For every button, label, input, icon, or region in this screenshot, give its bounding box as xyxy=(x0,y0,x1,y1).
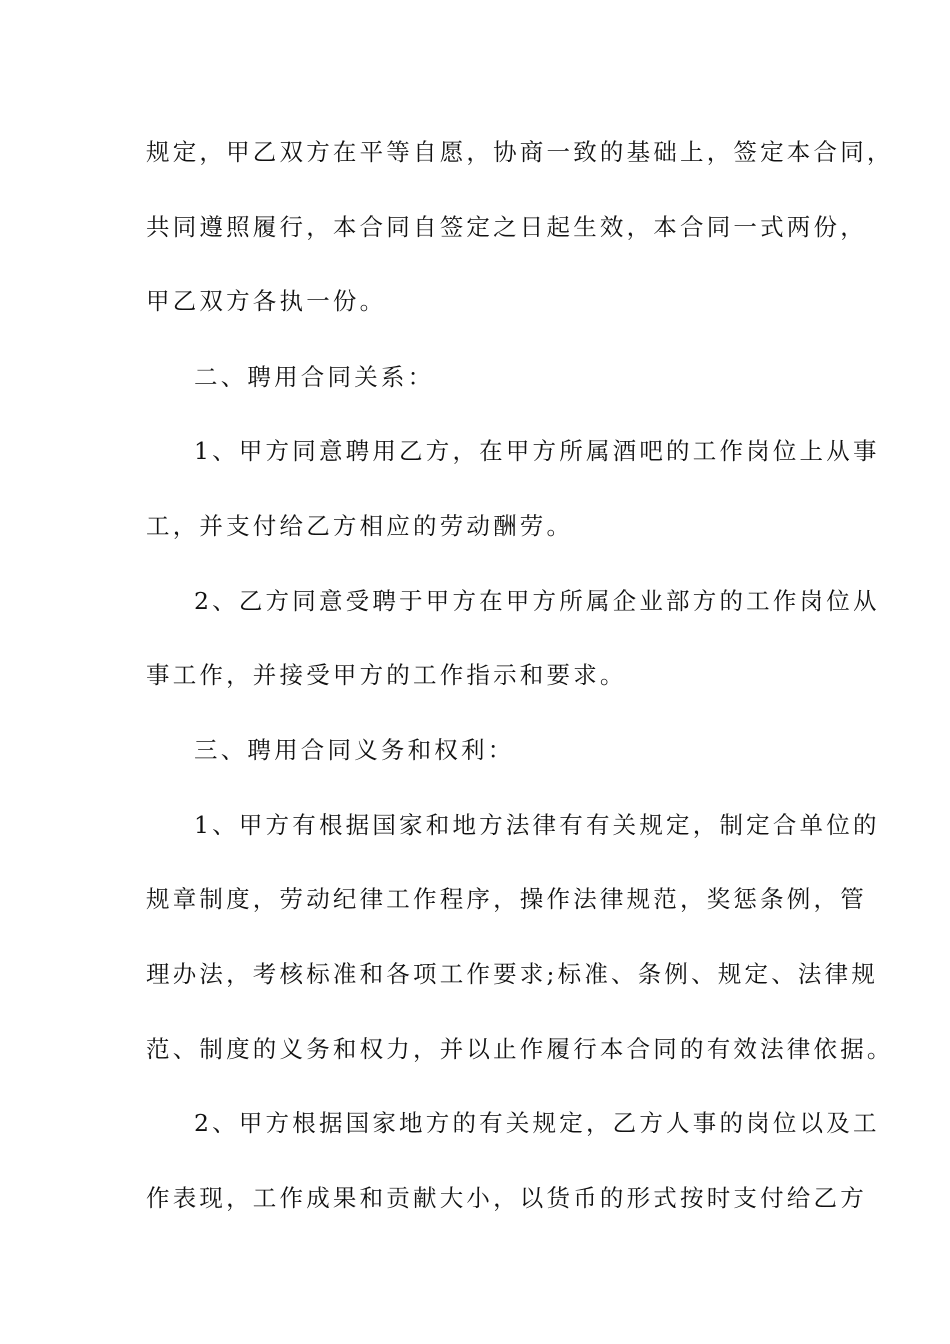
text-line: 工，并支付给乙方相应的劳动酬劳。 xyxy=(146,512,574,540)
text-line: 规章制度，劳动纪律工作程序，操作法律规范，奖惩条例，管 xyxy=(146,885,867,913)
text-line: 作表现，工作成果和贡献大小，以货币的形式按时支付给乙方 xyxy=(146,1184,867,1212)
text-line: 1、甲方同意聘用乙方，在甲方所属酒吧的工作岗位上从事 xyxy=(194,437,880,465)
text-line: 甲乙双方各执一份。 xyxy=(146,287,387,315)
text-line: 理办法，考核标准和各项工作要求;标准、条例、规定、法律规 xyxy=(146,960,879,988)
section-heading: 三、聘用合同义务和权利： xyxy=(194,736,515,764)
section-heading: 二、聘用合同关系： xyxy=(194,363,435,391)
text-line: 共同遵照履行，本合同自签定之日起生效，本合同一式两份， xyxy=(146,213,867,241)
text-line: 范、制度的义务和权力，并以止作履行本合同的有效法律依据。 xyxy=(146,1035,894,1063)
text-line: 1、甲方有根据国家和地方法律有有关规定，制定合单位的 xyxy=(194,811,880,839)
text-line: 规定，甲乙双方在平等自愿，协商一致的基础上，签定本合同， xyxy=(146,138,894,166)
text-line: 2、甲方根据国家地方的有关规定，乙方人事的岗位以及工 xyxy=(194,1109,880,1137)
text-line: 2、乙方同意受聘于甲方在甲方所属企业部方的工作岗位从 xyxy=(194,587,880,615)
text-line: 事工作，并接受甲方的工作指示和要求。 xyxy=(146,661,627,689)
